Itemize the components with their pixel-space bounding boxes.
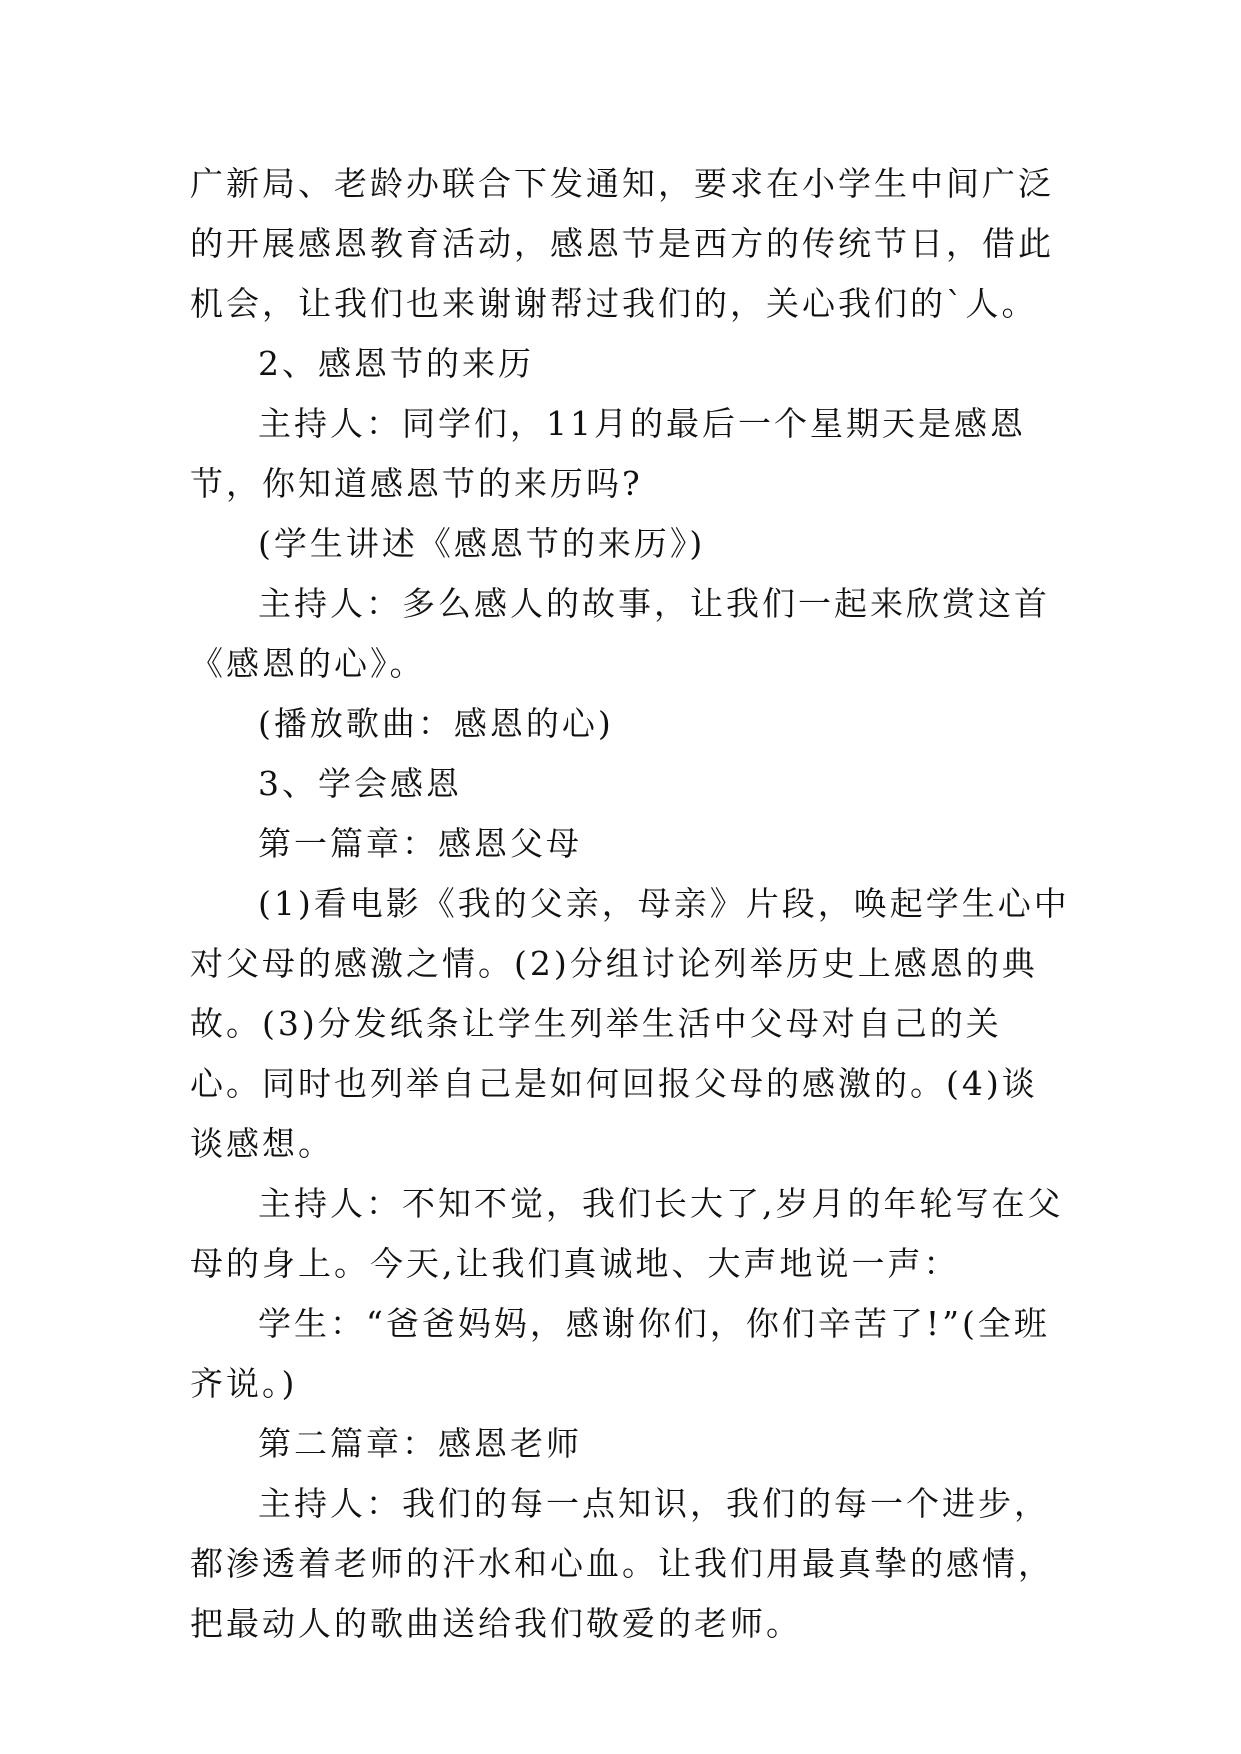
paragraph-students-thanks: 学生：“爸爸妈妈，感谢你们，你们辛苦了!”(全班齐说。) [190, 1304, 1050, 1403]
paragraph-host-song-intro: 主持人：多么感人的故事，让我们一起来欣赏这首《感恩的心》。 [190, 584, 1050, 683]
paragraph-continued-notice: 广新局、老龄办联合下发通知，要求在小学生中间广泛的开展感恩教育活动，感恩节是西方的传统节日，借此机会，让我们也来谢谢帮过我们的，关心我们的`人。 [190, 164, 1054, 323]
heading-chapter-two: 第二篇章：感恩老师 [258, 1424, 582, 1463]
paragraph-host-question: 主持人：同学们，11月的最后一个星期天是感恩节，你知道感恩节的来历吗? [190, 404, 1026, 503]
paragraph-play-song: (播放歌曲：感恩的心) [258, 704, 614, 743]
paragraph-student-narration: (学生讲述《感恩节的来历》) [258, 524, 706, 563]
paragraph-chapter-one-activities: (1)看电影《我的父亲，母亲》片段，唤起学生心中对父母的感激之情。(2)分组讨论列举历史上感恩的典故。(3)分发纸条让学生列举生活中父母对自己的关心。同时也列举自己是如何回报父母的感激的。(4)谈谈感想。 [190, 884, 1070, 1163]
heading-thanksgiving-origin: 2、感恩节的来历 [258, 344, 534, 383]
paragraph-host-teachers: 主持人：我们的每一点知识，我们的每一个进步，都渗透着老师的汗水和心血。让我们用最真挚的感情，把最动人的歌曲送给我们敬爱的老师。 [190, 1484, 1054, 1643]
heading-chapter-one: 第一篇章：感恩父母 [258, 824, 582, 863]
document-body [190, 154, 1070, 1654]
heading-learn-gratitude: 3、学会感恩 [258, 764, 462, 803]
paragraph-host-grown-up: 主持人：不知不觉，我们长大了,岁月的年轮写在父母的身上。今天,让我们真诚地、大声地说一声： [190, 1184, 1064, 1283]
